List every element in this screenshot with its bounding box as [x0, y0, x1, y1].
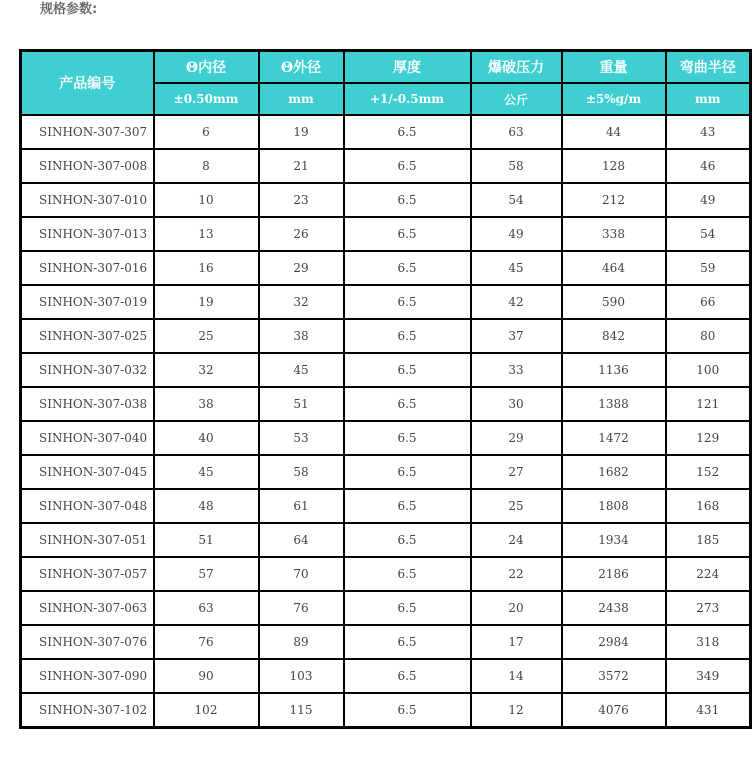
unit-inner-diameter: ±0.50mm	[154, 83, 259, 115]
cell-outer-diameter: 64	[259, 523, 344, 557]
cell-thickness: 6.5	[344, 625, 471, 659]
cell-burst-pressure: 49	[471, 217, 562, 251]
cell-burst-pressure: 25	[471, 489, 562, 523]
table-row	[21, 455, 751, 489]
cell-bend-radius: 43	[666, 115, 751, 149]
cell-weight: 1472	[562, 421, 666, 455]
header-bend-radius: 弯曲半径	[666, 51, 751, 84]
cell-thickness: 6.5	[344, 319, 471, 353]
cell-inner-diameter: 13	[154, 217, 259, 251]
header-weight: 重量	[562, 51, 666, 84]
cell-bend-radius: 318	[666, 625, 751, 659]
cell-thickness: 6.5	[344, 387, 471, 421]
cell-inner-diameter: 16	[154, 251, 259, 285]
header-burst-pressure: 爆破压力	[471, 51, 562, 84]
cell-weight: 2438	[562, 591, 666, 625]
cell-product-code: SINHON-307-019	[21, 285, 154, 319]
cell-inner-diameter: 51	[154, 523, 259, 557]
cell-inner-diameter: 48	[154, 489, 259, 523]
cell-thickness: 6.5	[344, 183, 471, 217]
cell-burst-pressure: 54	[471, 183, 562, 217]
cell-bend-radius: 168	[666, 489, 751, 523]
cell-bend-radius: 152	[666, 455, 751, 489]
table-row	[21, 591, 751, 625]
cell-bend-radius: 100	[666, 353, 751, 387]
cell-product-code: SINHON-307-076	[21, 625, 154, 659]
cell-thickness: 6.5	[344, 285, 471, 319]
cell-weight: 2984	[562, 625, 666, 659]
cell-outer-diameter: 103	[259, 659, 344, 693]
cell-outer-diameter: 51	[259, 387, 344, 421]
cell-thickness: 6.5	[344, 421, 471, 455]
cell-burst-pressure: 20	[471, 591, 562, 625]
cell-bend-radius: 129	[666, 421, 751, 455]
cell-burst-pressure: 29	[471, 421, 562, 455]
cell-bend-radius: 121	[666, 387, 751, 421]
cell-bend-radius: 349	[666, 659, 751, 693]
cell-outer-diameter: 21	[259, 149, 344, 183]
cell-outer-diameter: 45	[259, 353, 344, 387]
cell-product-code: SINHON-307-102	[21, 693, 154, 728]
cell-product-code: SINHON-307-032	[21, 353, 154, 387]
cell-product-code: SINHON-307-040	[21, 421, 154, 455]
cell-thickness: 6.5	[344, 251, 471, 285]
cell-burst-pressure: 63	[471, 115, 562, 149]
cell-bend-radius: 54	[666, 217, 751, 251]
cell-product-code: SINHON-307-038	[21, 387, 154, 421]
cell-inner-diameter: 32	[154, 353, 259, 387]
cell-outer-diameter: 58	[259, 455, 344, 489]
table-row	[21, 523, 751, 557]
cell-product-code: SINHON-307-057	[21, 557, 154, 591]
table-row	[21, 659, 751, 693]
cell-product-code: SINHON-307-016	[21, 251, 154, 285]
cell-bend-radius: 273	[666, 591, 751, 625]
unit-thickness: +1/-0.5mm	[344, 83, 471, 115]
cell-weight: 464	[562, 251, 666, 285]
table-row	[21, 557, 751, 591]
cell-inner-diameter: 40	[154, 421, 259, 455]
cell-outer-diameter: 26	[259, 217, 344, 251]
header-outer-diameter: Θ外径	[259, 51, 344, 84]
cell-thickness: 6.5	[344, 217, 471, 251]
cell-product-code: SINHON-307-051	[21, 523, 154, 557]
cell-outer-diameter: 32	[259, 285, 344, 319]
cell-product-code: SINHON-307-010	[21, 183, 154, 217]
cell-weight: 128	[562, 149, 666, 183]
unit-weight: ±5%g/m	[562, 83, 666, 115]
cell-inner-diameter: 90	[154, 659, 259, 693]
cell-burst-pressure: 58	[471, 149, 562, 183]
table-row	[21, 489, 751, 523]
cell-inner-diameter: 10	[154, 183, 259, 217]
cell-product-code: SINHON-307-090	[21, 659, 154, 693]
cell-inner-diameter: 38	[154, 387, 259, 421]
cell-outer-diameter: 61	[259, 489, 344, 523]
cell-bend-radius: 185	[666, 523, 751, 557]
table-row	[21, 625, 751, 659]
cell-inner-diameter: 102	[154, 693, 259, 728]
cell-inner-diameter: 6	[154, 115, 259, 149]
cell-inner-diameter: 63	[154, 591, 259, 625]
cell-thickness: 6.5	[344, 455, 471, 489]
cell-thickness: 6.5	[344, 659, 471, 693]
cell-product-code: SINHON-307-013	[21, 217, 154, 251]
table-row	[21, 115, 751, 149]
table-row	[21, 285, 751, 319]
cell-product-code: SINHON-307-048	[21, 489, 154, 523]
cell-burst-pressure: 22	[471, 557, 562, 591]
table-row	[21, 421, 751, 455]
cell-weight: 212	[562, 183, 666, 217]
cell-outer-diameter: 53	[259, 421, 344, 455]
cell-weight: 590	[562, 285, 666, 319]
cell-outer-diameter: 19	[259, 115, 344, 149]
cell-thickness: 6.5	[344, 115, 471, 149]
cell-outer-diameter: 38	[259, 319, 344, 353]
cell-weight: 3572	[562, 659, 666, 693]
unit-bend-radius: mm	[666, 83, 751, 115]
header-thickness: 厚度	[344, 51, 471, 84]
cell-burst-pressure: 24	[471, 523, 562, 557]
cell-outer-diameter: 29	[259, 251, 344, 285]
cell-weight: 2186	[562, 557, 666, 591]
table-row	[21, 387, 751, 421]
cell-burst-pressure: 42	[471, 285, 562, 319]
cell-bend-radius: 224	[666, 557, 751, 591]
cell-weight: 44	[562, 115, 666, 149]
table-body	[21, 115, 751, 728]
cell-product-code: SINHON-307-025	[21, 319, 154, 353]
cell-bend-radius: 49	[666, 183, 751, 217]
cell-inner-diameter: 19	[154, 285, 259, 319]
cell-thickness: 6.5	[344, 591, 471, 625]
table-row	[21, 353, 751, 387]
cell-inner-diameter: 57	[154, 557, 259, 591]
cell-burst-pressure: 33	[471, 353, 562, 387]
header-product-code: 产品编号	[21, 51, 154, 116]
cell-thickness: 6.5	[344, 149, 471, 183]
cell-weight: 842	[562, 319, 666, 353]
cell-thickness: 6.5	[344, 353, 471, 387]
table-row	[21, 319, 751, 353]
cell-inner-diameter: 45	[154, 455, 259, 489]
cell-weight: 4076	[562, 693, 666, 728]
cell-burst-pressure: 27	[471, 455, 562, 489]
cell-bend-radius: 66	[666, 285, 751, 319]
cell-bend-radius: 431	[666, 693, 751, 728]
spec-table	[19, 49, 752, 729]
table-header	[21, 51, 751, 116]
cell-inner-diameter: 25	[154, 319, 259, 353]
cell-product-code: SINHON-307-008	[21, 149, 154, 183]
cell-bend-radius: 46	[666, 149, 751, 183]
cell-bend-radius: 59	[666, 251, 751, 285]
cell-thickness: 6.5	[344, 693, 471, 728]
cell-thickness: 6.5	[344, 489, 471, 523]
cell-bend-radius: 80	[666, 319, 751, 353]
cell-outer-diameter: 76	[259, 591, 344, 625]
cell-outer-diameter: 89	[259, 625, 344, 659]
cell-product-code: SINHON-307-063	[21, 591, 154, 625]
header-name-row	[21, 51, 751, 84]
table-row	[21, 149, 751, 183]
cell-outer-diameter: 23	[259, 183, 344, 217]
cell-outer-diameter: 115	[259, 693, 344, 728]
cell-product-code: SINHON-307-307	[21, 115, 154, 149]
table-row	[21, 693, 751, 728]
cell-burst-pressure: 17	[471, 625, 562, 659]
cell-burst-pressure: 12	[471, 693, 562, 728]
unit-outer-diameter: mm	[259, 83, 344, 115]
cell-burst-pressure: 37	[471, 319, 562, 353]
cell-weight: 1934	[562, 523, 666, 557]
table-row	[21, 183, 751, 217]
cell-inner-diameter: 76	[154, 625, 259, 659]
cell-burst-pressure: 45	[471, 251, 562, 285]
cell-weight: 1682	[562, 455, 666, 489]
cell-burst-pressure: 14	[471, 659, 562, 693]
header-inner-diameter: Θ内径	[154, 51, 259, 84]
page-heading: 规格参数:	[40, 2, 98, 17]
cell-weight: 1136	[562, 353, 666, 387]
cell-thickness: 6.5	[344, 557, 471, 591]
table-row	[21, 251, 751, 285]
unit-burst-pressure: 公斤	[471, 83, 562, 115]
cell-weight: 1388	[562, 387, 666, 421]
table-row	[21, 217, 751, 251]
cell-thickness: 6.5	[344, 523, 471, 557]
cell-weight: 1808	[562, 489, 666, 523]
cell-outer-diameter: 70	[259, 557, 344, 591]
cell-weight: 338	[562, 217, 666, 251]
cell-product-code: SINHON-307-045	[21, 455, 154, 489]
cell-inner-diameter: 8	[154, 149, 259, 183]
cell-burst-pressure: 30	[471, 387, 562, 421]
